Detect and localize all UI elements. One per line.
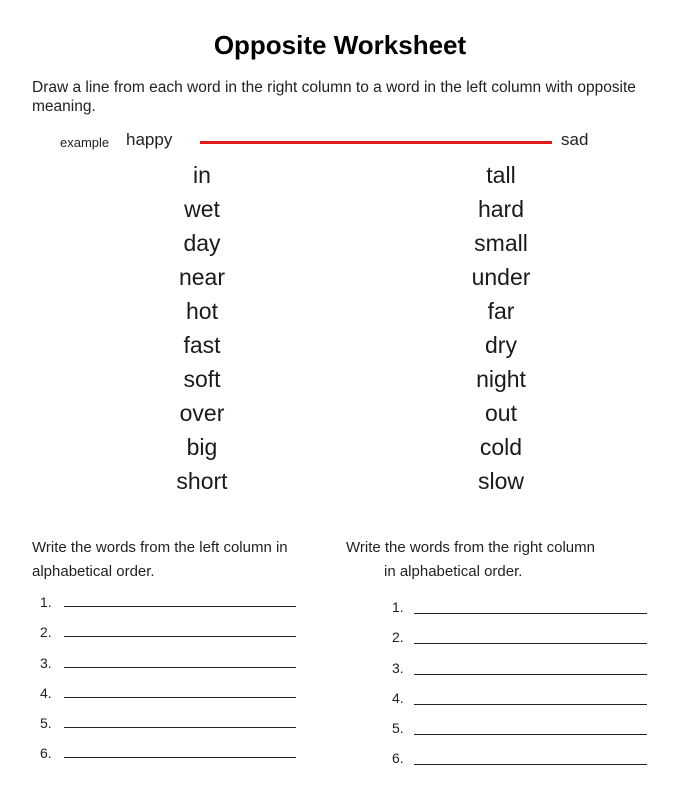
- right-word: slow: [477, 468, 524, 494]
- left-section-line-1: Write the words from the left column in: [32, 539, 288, 556]
- right-word-column: [401, 158, 601, 498]
- answer-row: [40, 651, 310, 681]
- answer-row: [40, 741, 310, 771]
- left-word: short: [176, 468, 228, 494]
- answer-number: 4.: [40, 684, 52, 701]
- answer-blank-line[interactable]: [64, 606, 296, 607]
- answer-row: [40, 590, 310, 620]
- example-row: [0, 128, 680, 152]
- answer-number: 6.: [392, 750, 404, 767]
- right-word: hard: [477, 196, 525, 222]
- answer-number: 4.: [392, 689, 404, 706]
- left-word: fast: [183, 332, 221, 358]
- answer-number: 1.: [40, 594, 52, 610]
- instructions-text: Draw a line from each word in the right column to a word in the left column with opposite meaning.: [32, 79, 636, 115]
- answer-blank-line[interactable]: [64, 697, 296, 698]
- answer-blank-line[interactable]: [64, 667, 296, 668]
- answer-row: [392, 656, 662, 686]
- left-word: big: [186, 434, 218, 460]
- left-word-column: [102, 158, 302, 498]
- answer-blank-line[interactable]: [414, 734, 647, 735]
- right-word: dry: [485, 332, 517, 358]
- answer-row: [392, 595, 662, 625]
- example-right-word: sad: [561, 130, 589, 149]
- left-word: near: [178, 264, 226, 290]
- example-connector-line: [200, 141, 552, 144]
- answer-row: [40, 620, 310, 650]
- left-word: in: [193, 162, 211, 188]
- answer-number: 3.: [392, 659, 404, 676]
- answer-blank-line[interactable]: [414, 643, 647, 644]
- right-word: out: [485, 400, 517, 426]
- answer-number: 2.: [392, 629, 404, 646]
- answer-number: 5.: [40, 715, 52, 732]
- left-word: wet: [184, 196, 220, 222]
- answer-blank-line[interactable]: [64, 757, 296, 758]
- left-section-instructions: [32, 536, 342, 584]
- right-word: under: [471, 264, 531, 290]
- left-word: hot: [186, 298, 218, 324]
- answer-row: [392, 625, 662, 655]
- right-section-line-2: in alphabetical order.: [384, 563, 523, 580]
- answer-number: 5.: [392, 720, 404, 737]
- answer-number: 2.: [40, 624, 52, 641]
- right-section-instructions: [346, 536, 656, 584]
- answer-row: [40, 681, 310, 711]
- answer-row: [392, 686, 662, 716]
- example-label: example: [60, 135, 110, 150]
- left-word: soft: [183, 366, 221, 392]
- right-word: tall: [486, 162, 516, 188]
- left-word: day: [183, 230, 221, 256]
- right-answer-list: [392, 595, 662, 777]
- answer-number: 6.: [40, 745, 52, 762]
- example-left-word: happy: [126, 130, 173, 149]
- left-answer-list: [40, 590, 310, 772]
- answer-blank-line[interactable]: [64, 636, 296, 637]
- right-word: small: [474, 230, 528, 256]
- answer-blank-line[interactable]: [414, 764, 647, 765]
- answer-row: [40, 711, 310, 741]
- left-section-line-2: alphabetical order.: [32, 563, 155, 580]
- answer-row: [392, 716, 662, 746]
- answer-blank-line[interactable]: [414, 674, 647, 675]
- answer-row: [392, 746, 662, 776]
- answer-blank-line[interactable]: [414, 613, 647, 614]
- answer-number: 3.: [40, 654, 52, 671]
- answer-number: 1.: [392, 599, 404, 615]
- right-word: night: [476, 366, 526, 392]
- right-word: far: [487, 298, 515, 324]
- answer-blank-line[interactable]: [414, 704, 647, 705]
- right-word: cold: [479, 434, 523, 460]
- left-word: over: [179, 400, 225, 426]
- right-section-line-1: Write the words from the right column: [346, 539, 595, 556]
- answer-blank-line[interactable]: [64, 727, 296, 728]
- page-title: Opposite Worksheet: [213, 30, 467, 60]
